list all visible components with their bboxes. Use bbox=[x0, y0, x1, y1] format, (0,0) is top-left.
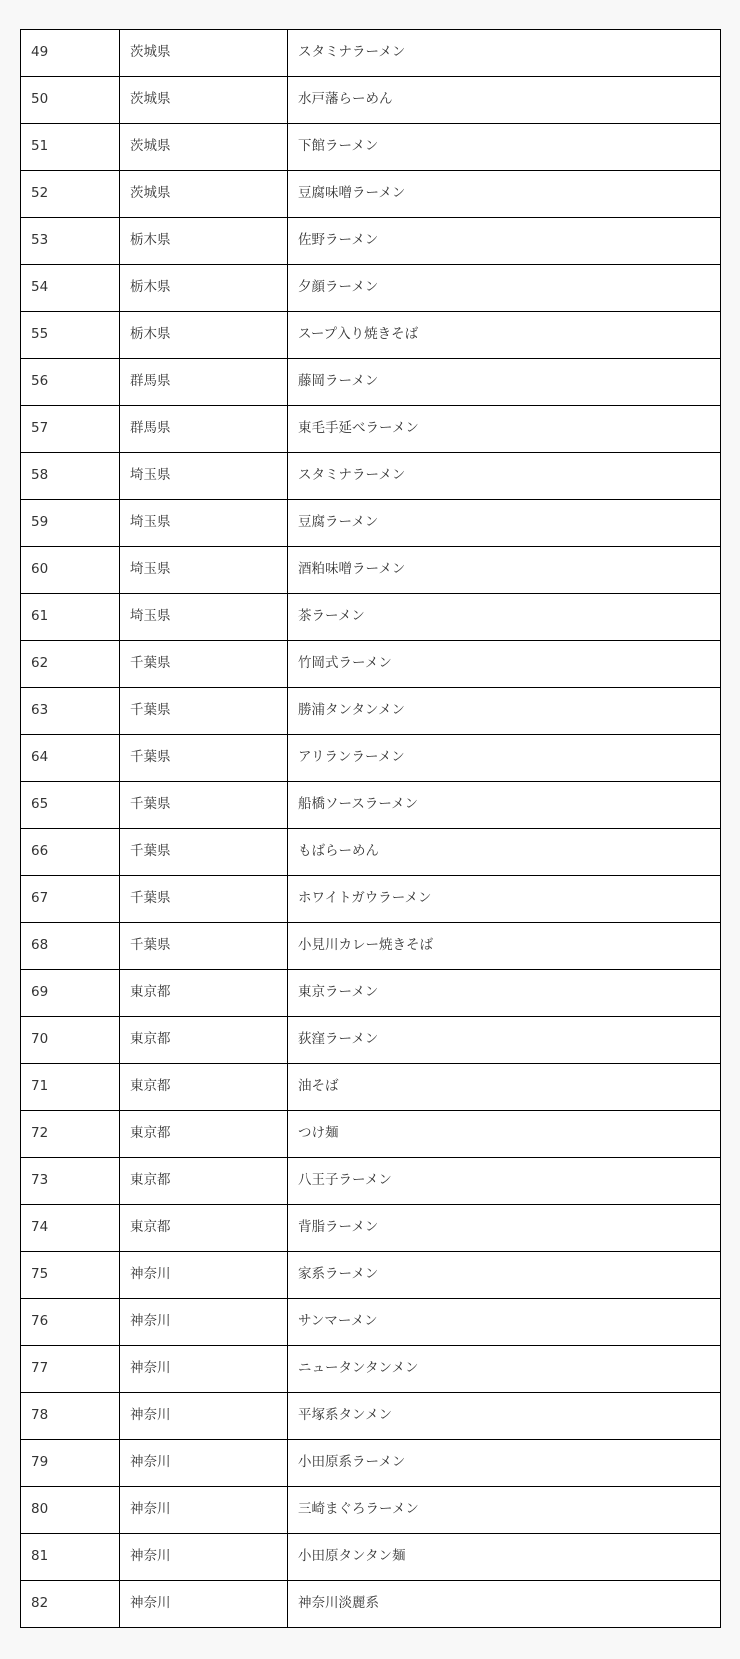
row-number-cell: 60 bbox=[21, 547, 120, 594]
row-number-cell: 73 bbox=[21, 1158, 120, 1205]
table-row bbox=[21, 265, 721, 312]
table-row bbox=[21, 1581, 721, 1628]
table-row bbox=[21, 547, 721, 594]
row-number-cell: 75 bbox=[21, 1252, 120, 1299]
table-row bbox=[21, 1440, 721, 1487]
table-row bbox=[21, 77, 721, 124]
table-row bbox=[21, 876, 721, 923]
row-number-cell: 72 bbox=[21, 1111, 120, 1158]
ramen-name-cell: 荻窪ラーメン bbox=[288, 1017, 721, 1064]
prefecture-cell: 茨城県 bbox=[120, 171, 288, 218]
ramen-table-container bbox=[20, 29, 720, 1628]
table-row bbox=[21, 30, 721, 77]
ramen-name-cell: つけ麺 bbox=[288, 1111, 721, 1158]
row-number-cell: 65 bbox=[21, 782, 120, 829]
row-number-cell: 78 bbox=[21, 1393, 120, 1440]
ramen-name-cell: 神奈川淡麗系 bbox=[288, 1581, 721, 1628]
prefecture-cell: 埼玉県 bbox=[120, 500, 288, 547]
row-number-cell: 59 bbox=[21, 500, 120, 547]
prefecture-cell: 神奈川 bbox=[120, 1252, 288, 1299]
row-number-cell: 53 bbox=[21, 218, 120, 265]
table-row bbox=[21, 923, 721, 970]
prefecture-cell: 千葉県 bbox=[120, 829, 288, 876]
prefecture-cell: 埼玉県 bbox=[120, 547, 288, 594]
table-row bbox=[21, 1064, 721, 1111]
ramen-name-cell: 油そば bbox=[288, 1064, 721, 1111]
prefecture-cell: 東京都 bbox=[120, 1017, 288, 1064]
ramen-name-cell: 藤岡ラーメン bbox=[288, 359, 721, 406]
row-number-cell: 77 bbox=[21, 1346, 120, 1393]
row-number-cell: 76 bbox=[21, 1299, 120, 1346]
prefecture-cell: 茨城県 bbox=[120, 77, 288, 124]
row-number-cell: 62 bbox=[21, 641, 120, 688]
ramen-table-body bbox=[21, 30, 721, 1628]
ramen-name-cell: 船橋ソースラーメン bbox=[288, 782, 721, 829]
table-row bbox=[21, 1252, 721, 1299]
prefecture-cell: 群馬県 bbox=[120, 406, 288, 453]
table-row bbox=[21, 688, 721, 735]
ramen-name-cell: 小田原タンタン麺 bbox=[288, 1534, 721, 1581]
ramen-name-cell: 水戸藩らーめん bbox=[288, 77, 721, 124]
ramen-name-cell: スープ入り焼きそば bbox=[288, 312, 721, 359]
ramen-name-cell: 家系ラーメン bbox=[288, 1252, 721, 1299]
prefecture-cell: 千葉県 bbox=[120, 735, 288, 782]
prefecture-cell: 茨城県 bbox=[120, 30, 288, 77]
row-number-cell: 67 bbox=[21, 876, 120, 923]
prefecture-cell: 千葉県 bbox=[120, 641, 288, 688]
ramen-table bbox=[20, 29, 721, 1628]
prefecture-cell: 千葉県 bbox=[120, 923, 288, 970]
prefecture-cell: 千葉県 bbox=[120, 876, 288, 923]
row-number-cell: 54 bbox=[21, 265, 120, 312]
table-row bbox=[21, 782, 721, 829]
prefecture-cell: 神奈川 bbox=[120, 1581, 288, 1628]
prefecture-cell: 神奈川 bbox=[120, 1487, 288, 1534]
table-row bbox=[21, 171, 721, 218]
ramen-name-cell: 酒粕味噌ラーメン bbox=[288, 547, 721, 594]
prefecture-cell: 神奈川 bbox=[120, 1299, 288, 1346]
ramen-name-cell: 夕顔ラーメン bbox=[288, 265, 721, 312]
row-number-cell: 66 bbox=[21, 829, 120, 876]
table-row bbox=[21, 641, 721, 688]
ramen-name-cell: スタミナラーメン bbox=[288, 30, 721, 77]
ramen-name-cell: 佐野ラーメン bbox=[288, 218, 721, 265]
table-row bbox=[21, 406, 721, 453]
prefecture-cell: 東京都 bbox=[120, 1111, 288, 1158]
ramen-name-cell: 豆腐ラーメン bbox=[288, 500, 721, 547]
table-row bbox=[21, 124, 721, 171]
ramen-name-cell: 勝浦タンタンメン bbox=[288, 688, 721, 735]
ramen-name-cell: 東毛手延べラーメン bbox=[288, 406, 721, 453]
ramen-name-cell: 下館ラーメン bbox=[288, 124, 721, 171]
table-row bbox=[21, 218, 721, 265]
table-row bbox=[21, 1299, 721, 1346]
row-number-cell: 55 bbox=[21, 312, 120, 359]
table-row bbox=[21, 1346, 721, 1393]
table-row bbox=[21, 829, 721, 876]
prefecture-cell: 千葉県 bbox=[120, 688, 288, 735]
ramen-name-cell: 竹岡式ラーメン bbox=[288, 641, 721, 688]
row-number-cell: 58 bbox=[21, 453, 120, 500]
prefecture-cell: 栃木県 bbox=[120, 312, 288, 359]
ramen-name-cell: アリランラーメン bbox=[288, 735, 721, 782]
table-row bbox=[21, 1393, 721, 1440]
row-number-cell: 69 bbox=[21, 970, 120, 1017]
ramen-name-cell: 小田原系ラーメン bbox=[288, 1440, 721, 1487]
prefecture-cell: 東京都 bbox=[120, 1205, 288, 1252]
ramen-name-cell: 三崎まぐろラーメン bbox=[288, 1487, 721, 1534]
table-row bbox=[21, 1158, 721, 1205]
row-number-cell: 82 bbox=[21, 1581, 120, 1628]
table-row bbox=[21, 500, 721, 547]
prefecture-cell: 神奈川 bbox=[120, 1393, 288, 1440]
table-row bbox=[21, 312, 721, 359]
prefecture-cell: 神奈川 bbox=[120, 1534, 288, 1581]
prefecture-cell: 千葉県 bbox=[120, 782, 288, 829]
row-number-cell: 70 bbox=[21, 1017, 120, 1064]
table-row bbox=[21, 1017, 721, 1064]
table-row bbox=[21, 1534, 721, 1581]
table-row bbox=[21, 453, 721, 500]
ramen-name-cell: 豆腐味噌ラーメン bbox=[288, 171, 721, 218]
row-number-cell: 57 bbox=[21, 406, 120, 453]
prefecture-cell: 埼玉県 bbox=[120, 453, 288, 500]
prefecture-cell: 神奈川 bbox=[120, 1440, 288, 1487]
row-number-cell: 74 bbox=[21, 1205, 120, 1252]
ramen-name-cell: サンマーメン bbox=[288, 1299, 721, 1346]
ramen-name-cell: もばらーめん bbox=[288, 829, 721, 876]
table-row bbox=[21, 1111, 721, 1158]
ramen-name-cell: 平塚系タンメン bbox=[288, 1393, 721, 1440]
row-number-cell: 80 bbox=[21, 1487, 120, 1534]
ramen-name-cell: 八王子ラーメン bbox=[288, 1158, 721, 1205]
table-row bbox=[21, 735, 721, 782]
ramen-name-cell: 茶ラーメン bbox=[288, 594, 721, 641]
table-row bbox=[21, 359, 721, 406]
row-number-cell: 61 bbox=[21, 594, 120, 641]
table-row bbox=[21, 1205, 721, 1252]
row-number-cell: 68 bbox=[21, 923, 120, 970]
table-row bbox=[21, 1487, 721, 1534]
row-number-cell: 56 bbox=[21, 359, 120, 406]
prefecture-cell: 神奈川 bbox=[120, 1346, 288, 1393]
row-number-cell: 51 bbox=[21, 124, 120, 171]
table-row bbox=[21, 594, 721, 641]
row-number-cell: 49 bbox=[21, 30, 120, 77]
prefecture-cell: 東京都 bbox=[120, 970, 288, 1017]
ramen-name-cell: 背脂ラーメン bbox=[288, 1205, 721, 1252]
ramen-name-cell: 小見川カレー焼きそば bbox=[288, 923, 721, 970]
prefecture-cell: 東京都 bbox=[120, 1064, 288, 1111]
ramen-name-cell: 東京ラーメン bbox=[288, 970, 721, 1017]
row-number-cell: 79 bbox=[21, 1440, 120, 1487]
row-number-cell: 52 bbox=[21, 171, 120, 218]
table-row bbox=[21, 970, 721, 1017]
prefecture-cell: 栃木県 bbox=[120, 218, 288, 265]
row-number-cell: 50 bbox=[21, 77, 120, 124]
row-number-cell: 63 bbox=[21, 688, 120, 735]
row-number-cell: 81 bbox=[21, 1534, 120, 1581]
ramen-name-cell: スタミナラーメン bbox=[288, 453, 721, 500]
ramen-name-cell: ニュータンタンメン bbox=[288, 1346, 721, 1393]
row-number-cell: 64 bbox=[21, 735, 120, 782]
prefecture-cell: 埼玉県 bbox=[120, 594, 288, 641]
row-number-cell: 71 bbox=[21, 1064, 120, 1111]
ramen-name-cell: ホワイトガウラーメン bbox=[288, 876, 721, 923]
prefecture-cell: 東京都 bbox=[120, 1158, 288, 1205]
prefecture-cell: 茨城県 bbox=[120, 124, 288, 171]
prefecture-cell: 栃木県 bbox=[120, 265, 288, 312]
prefecture-cell: 群馬県 bbox=[120, 359, 288, 406]
